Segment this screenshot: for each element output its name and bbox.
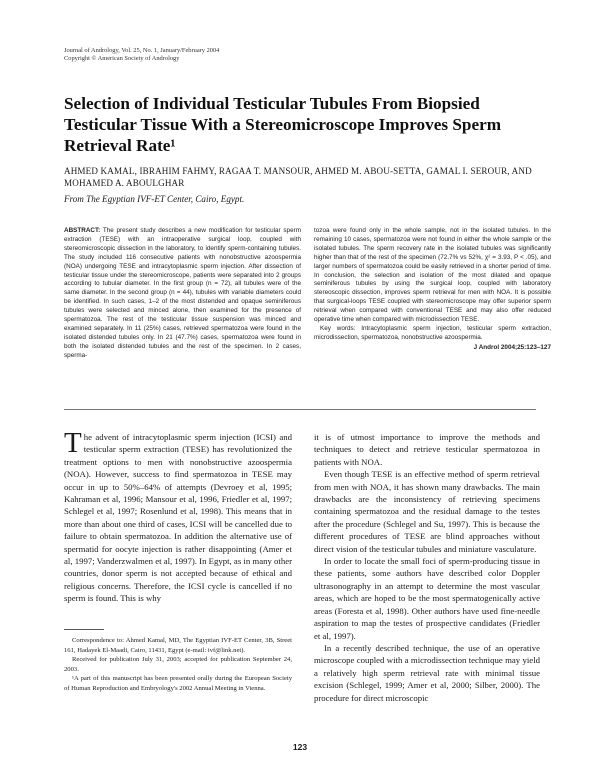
body-paragraph: In a recently described technique, the use of an operative microscope coupled with a microdissection technique may yield a relatively high sperm retrieval rate with minimal tissue excision (Schlegel, 1999; Amer et al, 2000; Silber, 2000). The procedure for direct microscopic xyxy=(314,642,540,703)
journal-header xyxy=(64,47,219,63)
footnote-divider xyxy=(64,629,104,630)
presentation-note: ¹A part of this manuscript has been presented orally during the European Society of Human Reproduction and Embryology's 2002 Annual Meeting in Vienna. xyxy=(64,675,292,692)
body-paragraph: In order to locate the small foci of sperm-producing tissue in these patients, some authors have described color Doppler ultrasonography in an attempt to determine the most vascular areas, which are hoped to be the most spermatogenically active areas (Foresta et al, 1998). Other authors have used fine-needle aspiration to map the testes of prospective candidates (Friedler et al, 1997). xyxy=(314,556,540,641)
body-right-column xyxy=(314,431,540,704)
received-note: Received for publication July 31, 2003; accepted for publication September 24, 2003. xyxy=(64,656,292,673)
correspondence-note: Correspondence to: Ahmed Kamal, MD, The Egyptian IVF-ET Center, 3B, Street 161, Hadayek El-Maadi, Cairo, 11431, Egypt (e-mail: ivf@link.net). xyxy=(64,637,292,654)
abstract-text-right: tozoa were found only in the whole sample, not in the isolated tubules. In the remaining 10 cases, spermatozoa were not found in either the whole sample or the isolated tubules. The sperm recovery rate in the isolated tubules was significantly higher than that of the rest of the specimen (72.7% vs 52%, χ² = 3.93, P < .05), and larger numbers of spermatozoa could be easily retrieved in a shorter period of time. In conclusion, the selection and isolation of the most dilated and opaque seminiferous tubules by using the surgical loop, coupled with laboratory stereoscopic dissection, improves sperm retrieval for men with NOA. It is possible that surgical-loops TESE coupled with stereomicroscope may offer superior sperm retrieval when compared with conventional TESE and may also offer reduced operative time when compared with microdissection TESE. xyxy=(314,227,551,324)
section-divider xyxy=(64,409,536,410)
journal-line: Journal of Andrology, Vol. 25, No. 1, January/February 2004 xyxy=(64,47,220,54)
page-number: 123 xyxy=(292,742,308,752)
citation: J Androl 2004;25:123–127 xyxy=(473,343,551,351)
body-paragraph: Even though TESE is an effective method of sperm retrieval from men with NOA, it has shown many drawbacks. The main drawbacks are the inconsistency of retrieving specimens containing spermatozoa and the residual damage to the testes after the procedure (Schlegel and Su, 1997). This is because the different procedures of TESE are blind approaches without direct vision of the testicular tubules and miniature vasculature. xyxy=(314,469,540,554)
copyright-line: Copyright © American Society of Andrology xyxy=(64,55,180,63)
abstract-right-column xyxy=(314,227,551,353)
drop-cap: T xyxy=(64,427,82,459)
article-title: Selection of Individual Testicular Tubules From Biopsied Testicular Tissue With a Stereomicroscope Improves Sperm Retrieval Rate¹ xyxy=(64,94,502,155)
abstract-left-column xyxy=(64,227,301,361)
keywords: Key words: Intracytoplasmic sperm injection, testicular sperm extraction, microdissection, spermatozoa, nonobstructive azoospermia. xyxy=(314,324,551,341)
abstract-label: ABSTRACT: xyxy=(64,227,101,234)
footnotes xyxy=(64,636,292,693)
body-paragraph: it is of utmost importance to improve the methods and techniques to detect and retrieve testicular spermatozoa in patients with NOA. xyxy=(314,432,540,467)
author-list: AHMED KAMAL, IBRAHIM FAHMY, RAGAA T. MANSOUR, AHMED M. ABOU-SETTA, GAMAL I. SEROUR, AND MOHAMED A. ABOULGHAR xyxy=(64,166,532,189)
intro-paragraph: he advent of intracytoplasmic sperm injection (ICSI) and testicular sperm extraction (TESE) has revolutionized the treatment options to men with nonobstructive azoospermia (NOA). However, success to find spermatozoa in TESE may occur in up to 50%–64% of attempts (Devroey et al, 1995; Kahraman et al, 1996; Mansour et al, 1996, Friedler et al, 1997; Schlegel et al, 1997; Rosenlund et al, 1998). This means that in more than about one third of cases, ICSI will be cancelled due to failure to obtain spermatozoa. In addition the alternative use of spermatid for oocyte injection is rather disappointing (Amer et al, 1997; Vanderzwalmen et al, 1997). In Egypt, as in many other countries, donor sperm is not accepted because of ethical and religious concerns. Therefore, the ICSI cycle is cancelled if no sperm is found. This is why xyxy=(64,432,293,604)
body-left-column xyxy=(64,427,293,605)
affiliation: From The Egyptian IVF-ET Center, Cairo, Egypt. xyxy=(64,194,245,204)
abstract-text-left: The present study describes a new modification for testicular sperm extraction (TESE) with an intraoperative surgical loop, coupled with stereomicroscopic dissection in the laboratory, to identify sperm-containing tubules. The study included 116 consecutive patients with nonobstructive azoospermia (NOA) undergoing TESE and intracytoplasmic sperm injection. After dissection of testicular tissue under the stereomicroscope, patients were separated into 2 groups according to tubular diameter. In the first group (n = 72), all tubules were of the same diameter. In the second group (n = 44), tubules with variable diameters could be identified. In such cases, 1–2 of the most distended and opaque seminiferous tubules were selected and minced alone, then examined for the presence of spermatozoa. The rest of the testicular tissue suspension was minced and examined separately. In 11 (25%) cases, retrieved spermatozoa were found in the isolated distended tubules only. In 21 (47.7%) cases, spermatozoa were found in both the isolated distended tubules and the rest of the specimen. In 2 cases, sperma- xyxy=(64,227,301,359)
